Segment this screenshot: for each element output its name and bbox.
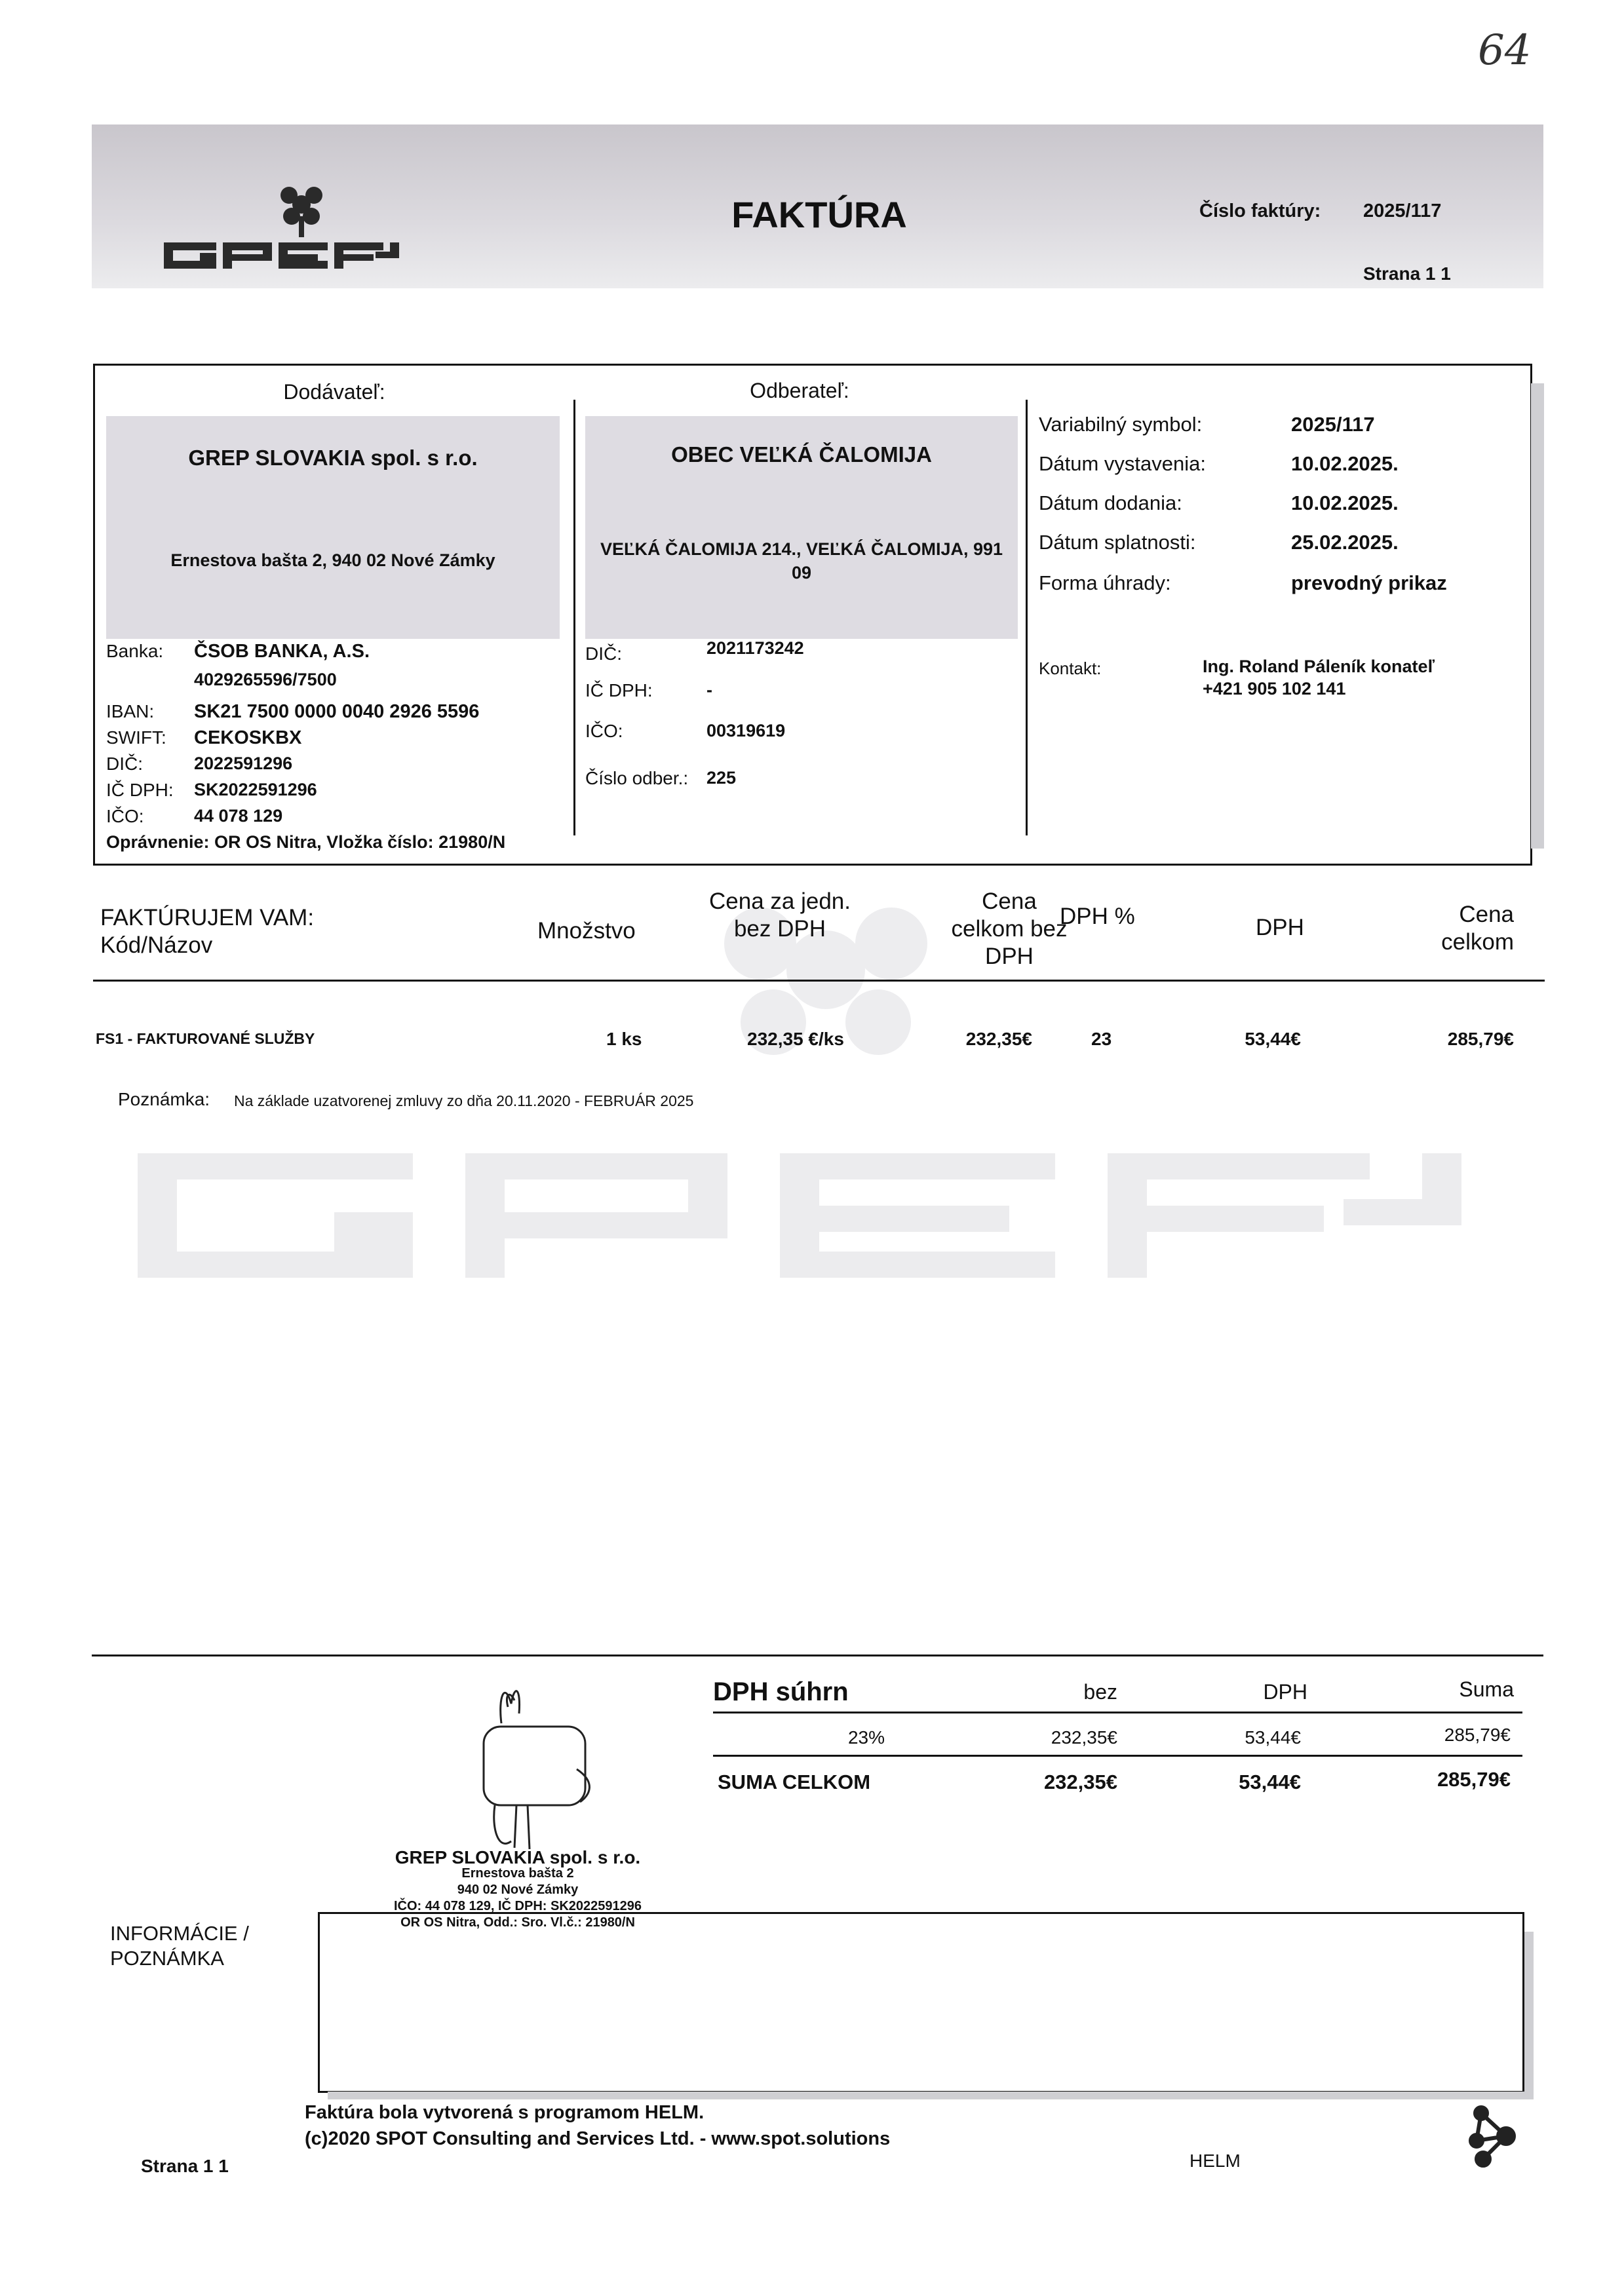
vat-summary-col-vat: DPH xyxy=(1263,1680,1307,1704)
item-vat: 53,44€ xyxy=(1245,1029,1301,1049)
vat-summary-rate: 23% xyxy=(847,1727,885,1748)
supplier-icdph-label: IČ DPH: xyxy=(106,780,174,800)
vat-summary-vat: 53,44€ xyxy=(1245,1727,1301,1748)
supplier-icdph: SK2022591296 xyxy=(194,780,317,799)
items-header-name-line2: Kód/Názov xyxy=(100,932,213,958)
vat-summary-total-rule xyxy=(713,1755,1522,1757)
contact-phone: +421 905 102 141 xyxy=(1203,679,1346,698)
supplier-ico-label: IČO: xyxy=(106,806,144,826)
handwritten-page-mark: 64 xyxy=(1478,26,1532,75)
customer-address-line2: 09 xyxy=(791,563,812,583)
info-label xyxy=(110,1921,249,1971)
grep-logo xyxy=(161,177,410,275)
customer-heading: Odberateľ: xyxy=(750,379,849,402)
customer-ico: 00319619 xyxy=(706,721,786,740)
items-header-total-line2: celkom xyxy=(1441,929,1514,955)
stamp-line: Ernestova bašta 2 xyxy=(461,1866,574,1881)
issue-date-label: Dátum vystavenia: xyxy=(1039,452,1206,475)
party-box-shadow xyxy=(1531,383,1544,849)
info-box xyxy=(318,1912,1524,2093)
iban-label: IBAN: xyxy=(106,701,155,721)
items-header-unit-price xyxy=(695,888,865,943)
footer-software-line: Faktúra bola vytvorená s programom HELM. xyxy=(305,2102,705,2123)
items-header-unit-price-line1: Cena za jedn. xyxy=(709,889,851,914)
customer-dic-label: DIČ: xyxy=(585,643,622,664)
swift-label: SWIFT: xyxy=(106,727,166,748)
vat-summary-col-sum: Suma xyxy=(1459,1677,1514,1701)
item-total: 285,79€ xyxy=(1447,1029,1514,1049)
invoice-number-label: Číslo faktúry: xyxy=(1199,201,1321,221)
issue-date: 10.02.2025. xyxy=(1291,452,1399,475)
page-indicator-top: Strana 1 1 xyxy=(1363,263,1451,284)
items-header-name-line1: FAKTÚRUJEM VAM: xyxy=(100,905,315,930)
items-header-unit-price-line2: bez DPH xyxy=(733,916,826,942)
variable-symbol: 2025/117 xyxy=(1291,413,1375,436)
supplier-dic: 2022591296 xyxy=(194,754,293,773)
items-header-quantity: Množstvo xyxy=(537,918,636,944)
supplier-address: Ernestova bašta 2, 940 02 Nové Zámky xyxy=(170,550,495,570)
vat-summary-total-net: 232,35€ xyxy=(1043,1770,1117,1793)
supplier-registration: Oprávnenie: OR OS Nitra, Vložka číslo: 21980/N xyxy=(106,832,506,852)
invoice-number: 2025/117 xyxy=(1363,201,1442,221)
summary-rule xyxy=(92,1655,1543,1656)
info-box-shadow xyxy=(328,2092,1534,2099)
stamp-line: IČO: 44 078 129, IČ DPH: SK2022591296 xyxy=(394,1899,642,1913)
payment-form: prevodný prikaz xyxy=(1291,571,1447,594)
customer-ico-label: IČO: xyxy=(585,721,623,741)
vat-summary-net: 232,35€ xyxy=(1051,1727,1117,1748)
items-header-total-line1: Cena xyxy=(1459,902,1514,927)
supplier-dic-label: DIČ: xyxy=(106,754,143,774)
customer-icdph: - xyxy=(706,680,712,700)
due-date-label: Dátum splatnosti: xyxy=(1039,531,1196,554)
items-header-total-net-line1: Cena xyxy=(982,889,1037,914)
vat-summary-col-net: bez xyxy=(1083,1680,1117,1704)
customer-number: 225 xyxy=(706,768,737,788)
stamp-line: 940 02 Nové Zámky xyxy=(457,1883,579,1897)
vat-summary-total-vat: 53,44€ xyxy=(1239,1770,1301,1793)
items-header-total-net-line3: DPH xyxy=(985,944,1034,969)
swift-value: CEKOSKBX xyxy=(194,727,302,748)
supplier-name: GREP SLOVAKIA spol. s r.o. xyxy=(188,446,478,470)
items-header-vat-pct: DPH % xyxy=(1060,904,1135,929)
bank-name: ČSOB BANKA, A.S. xyxy=(194,641,370,662)
items-header-vat: DPH xyxy=(1256,915,1304,940)
stamp-line: OR OS Nitra, Odd.: Sro. Vl.č.: 21980/N xyxy=(400,1915,635,1930)
vat-summary-title: DPH súhrn xyxy=(713,1677,849,1706)
column-divider xyxy=(1026,400,1028,835)
bank-account: 4029265596/7500 xyxy=(194,670,337,689)
contact-name: Ing. Roland Páleník konateľ xyxy=(1203,657,1435,676)
customer-number-label: Číslo odber.: xyxy=(585,768,689,788)
item-unit-price: 232,35 €/ks xyxy=(747,1029,844,1049)
info-label-line1: INFORMÁCIE / xyxy=(110,1922,249,1945)
items-header-total xyxy=(1389,901,1514,956)
document-title: FAKTÚRA xyxy=(731,194,907,235)
contact-label: Kontakt: xyxy=(1039,659,1102,678)
note-text: Na základe uzatvorenej zmluvy zo dňa 20.11.2020 - FEBRUÁR 2025 xyxy=(234,1092,694,1109)
delivery-date-label: Dátum dodania: xyxy=(1039,491,1182,514)
items-header-rule xyxy=(93,980,1545,982)
iban-value: SK21 7500 0000 0040 2926 5596 xyxy=(194,701,480,722)
item-total-net: 232,35€ xyxy=(965,1029,1032,1049)
supplier-heading: Dodávateľ: xyxy=(283,380,385,404)
customer-name: OBEC VEĽKÁ ČALOMIJA xyxy=(671,442,932,467)
item-vat-pct: 23 xyxy=(1091,1029,1112,1049)
customer-address-line1: VEĽKÁ ČALOMIJA 214., VEĽKÁ ČALOMIJA, 991 xyxy=(600,539,1003,559)
items-header-total-net-line2: celkom bez xyxy=(951,916,1068,942)
bank-label: Banka: xyxy=(106,641,164,661)
customer-dic: 2021173242 xyxy=(706,638,804,658)
payment-form-label: Forma úhrady: xyxy=(1039,571,1171,594)
helm-label: HELM xyxy=(1189,2151,1241,2171)
column-divider xyxy=(573,400,575,835)
info-box-shadow xyxy=(1524,1932,1534,2099)
due-date: 25.02.2025. xyxy=(1291,531,1399,554)
item-name: FS1 - FAKTUROVANÉ SLUŽBY xyxy=(96,1030,315,1047)
stamp-company: GREP SLOVAKIA spol. s r.o. xyxy=(395,1847,641,1867)
note-label: Poznámka: xyxy=(118,1089,210,1109)
customer-icdph-label: IČ DPH: xyxy=(585,680,653,700)
delivery-date: 10.02.2025. xyxy=(1291,491,1399,514)
item-quantity: 1 ks xyxy=(606,1029,642,1049)
vat-summary-rule xyxy=(713,1712,1522,1713)
variable-symbol-label: Variabilný symbol: xyxy=(1039,413,1203,436)
spot-logo-icon xyxy=(1467,2100,1526,2172)
supplier-ico: 44 078 129 xyxy=(194,806,283,826)
watermark-grep-logo xyxy=(138,1153,1501,1278)
items-header-name xyxy=(100,904,314,959)
vat-summary-sum: 285,79€ xyxy=(1444,1725,1511,1745)
customer-address xyxy=(585,537,1018,584)
vat-summary-total-label: SUMA CELKOM xyxy=(718,1770,871,1793)
footer-copyright-line: (c)2020 SPOT Consulting and Services Ltd. - www.spot.solutions xyxy=(305,2128,891,2149)
page-indicator-bottom: Strana 1 1 xyxy=(141,2156,229,2176)
vat-summary-total-sum: 285,79€ xyxy=(1437,1768,1511,1791)
info-label-line2: POZNÁMKA xyxy=(110,1947,224,1970)
